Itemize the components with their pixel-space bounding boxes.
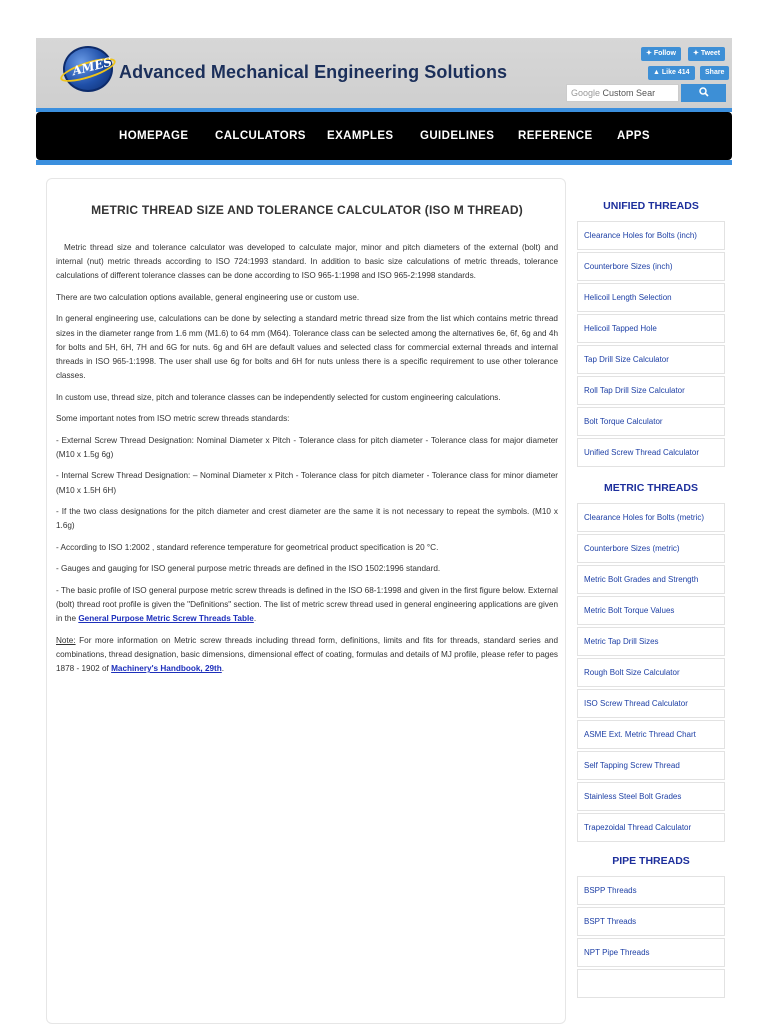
sidebar-item-unified[interactable]: Tap Drill Size Calculator bbox=[577, 345, 725, 374]
note-more-info bbox=[56, 634, 558, 677]
sidebar-item-unified[interactable]: Roll Tap Drill Size Calculator bbox=[577, 376, 725, 405]
paragraph-general-use: In general engineering use, calculations can be done by selecting a standard metric thread size from the list which contains metric thread sizes in the diameter range from 1.6 mm (M1.6) to 64 mm (M64). Tolerance class can be selected among the alternatives 6e, 6f, 6g and 4h for bolts and 5H, 6H, 7H and 6G for nuts. 6g and 6H are default values and selected class for commercial external threads and internal threads in ISO 965-1:1998. The user shall use 6g for bolts and 6H for nuts unless there is a specific requirement to use other tolerance classes. bbox=[56, 314, 558, 381]
sidebar-item-metric[interactable]: Rough Bolt Size Calculator bbox=[577, 658, 725, 687]
search-placeholder: Custom Sear bbox=[602, 88, 656, 98]
note-basic-profile bbox=[56, 584, 558, 627]
logo-text: AMES bbox=[70, 54, 114, 79]
ames-logo[interactable] bbox=[63, 46, 113, 92]
nav-calculators[interactable]: CALCULATORS bbox=[215, 130, 306, 142]
note-more-info-text: For more information on Metric screw threads including thread form, definitions, limits and fits for threads, standard series and combinations, thread designation, basic dimensions, dimensional effect of coating, formulas and details of MJ profile, please refer to pages 1878 - 1902 of bbox=[56, 635, 558, 674]
sidebar-item-unified[interactable]: Helicoil Tapped Hole bbox=[577, 314, 725, 343]
page-title: METRIC THREAD SIZE AND TOLERANCE CALCULATOR (ISO M THREAD) bbox=[91, 203, 523, 217]
nav-guidelines[interactable]: GUIDELINES bbox=[420, 130, 495, 142]
note-basic-profile-end: . bbox=[253, 614, 257, 624]
note-label: Note: bbox=[56, 635, 76, 645]
like-label: Like 414 bbox=[661, 69, 690, 76]
search-icon bbox=[699, 87, 709, 97]
site-header bbox=[36, 38, 732, 108]
sidebar-item-metric[interactable]: Clearance Holes for Bolts (metric) bbox=[577, 503, 725, 532]
note-class-designation: - If the two class designations for the pitch diameter and crest diameter are the same it is not necessary to repeat the symbols. (M10 x 1.6g) bbox=[56, 507, 558, 531]
paragraph-custom-use: In custom use, thread size, pitch and tolerance classes can be independently selected for custom engineering calculations. bbox=[56, 392, 501, 402]
metric-threads-heading: METRIC THREADS bbox=[604, 482, 698, 494]
nav-accent-bottom bbox=[36, 160, 732, 165]
twitter-bird-icon: ✦ bbox=[693, 50, 701, 57]
main-content bbox=[46, 178, 566, 1024]
share-label: Share bbox=[705, 69, 725, 76]
sidebar-item-metric[interactable]: Trapezoidal Thread Calculator bbox=[577, 813, 725, 842]
sidebar-item-unified[interactable]: Helicoil Length Selection bbox=[577, 283, 725, 312]
facebook-share-button[interactable] bbox=[700, 66, 729, 80]
thumbs-up-icon: ▲ bbox=[653, 69, 662, 76]
sidebar-item-unified[interactable]: Clearance Holes for Bolts (inch) bbox=[577, 221, 725, 250]
google-brand: Google bbox=[571, 88, 601, 98]
sidebar-item-pipe-empty[interactable] bbox=[577, 969, 725, 998]
nav-apps[interactable]: APPS bbox=[617, 130, 650, 142]
follow-label: Follow bbox=[653, 50, 676, 57]
sidebar-item-unified[interactable]: Unified Screw Thread Calculator bbox=[577, 438, 725, 467]
pipe-threads-heading: PIPE THREADS bbox=[612, 855, 690, 867]
note-more-info-end: . bbox=[221, 664, 225, 674]
nav-examples[interactable]: EXAMPLES bbox=[327, 130, 394, 142]
sidebar-item-metric[interactable]: Counterbore Sizes (metric) bbox=[577, 534, 725, 563]
paragraph-intro: Metric thread size and tolerance calculator was developed to calculate major, minor and pitch diameters of the external (bolt) and internal (nut) metric threads according to ISO 724:1993 standard. In addition to basic size calculations of metric threads, tolerance calculations of different tolerance classes can be done according to ISO 965-1:1998 and ISO 965-2:1998 standards. bbox=[56, 243, 558, 281]
sidebar-item-metric[interactable]: Stainless Steel Bolt Grades bbox=[577, 782, 725, 811]
nav-reference[interactable]: REFERENCE bbox=[518, 130, 593, 142]
search-input[interactable] bbox=[566, 84, 679, 102]
metric-threads-table-link[interactable]: General Purpose Metric Screw Threads Table bbox=[78, 614, 254, 624]
tweet-label: Tweet bbox=[700, 50, 721, 57]
sidebar-item-unified[interactable]: Bolt Torque Calculator bbox=[577, 407, 725, 436]
twitter-follow-button[interactable] bbox=[641, 47, 681, 61]
facebook-like-button[interactable] bbox=[648, 66, 695, 80]
article-body bbox=[56, 241, 558, 684]
unified-threads-heading: UNIFIED THREADS bbox=[603, 200, 699, 212]
page-frame bbox=[36, 38, 732, 1024]
sidebar-item-metric[interactable]: ASME Ext. Metric Thread Chart bbox=[577, 720, 725, 749]
sidebar-item-metric[interactable]: Metric Bolt Torque Values bbox=[577, 596, 725, 625]
sidebar-item-pipe[interactable]: NPT Pipe Threads bbox=[577, 938, 725, 967]
note-basic-profile-text: - The basic profile of ISO general purpose metric screw threads is defined in the ISO 68-1:1998 and given in the first figure below. External (bolt) thread root profile is given the "Definitions" section. The list of metric screw thread used in general engineering applications are given in the bbox=[56, 585, 558, 624]
main-nav bbox=[36, 112, 732, 160]
sidebar-item-unified[interactable]: Counterbore Sizes (inch) bbox=[577, 252, 725, 281]
twitter-bird-icon: ✦ bbox=[646, 50, 654, 57]
sidebar-item-metric[interactable]: Metric Tap Drill Sizes bbox=[577, 627, 725, 656]
tweet-button[interactable] bbox=[688, 47, 725, 61]
sidebar-item-metric[interactable]: ISO Screw Thread Calculator bbox=[577, 689, 725, 718]
site-title[interactable]: Advanced Mechanical Engineering Solutions bbox=[119, 62, 508, 82]
sidebar-item-metric[interactable]: Self Tapping Screw Thread bbox=[577, 751, 725, 780]
machinerys-handbook-link[interactable]: Machinery's Handbook, 29th bbox=[111, 664, 222, 674]
sidebar-item-pipe[interactable]: BSPT Threads bbox=[577, 907, 725, 936]
paragraph-options: There are two calculation options available, general engineering use or custom use. bbox=[56, 292, 360, 302]
nav-homepage[interactable]: HOMEPAGE bbox=[119, 130, 189, 142]
paragraph-notes-intro: Some important notes from ISO metric screw threads standards: bbox=[56, 414, 290, 424]
sidebar-item-metric[interactable]: Metric Bolt Grades and Strength bbox=[577, 565, 725, 594]
note-internal-designation: - Internal Screw Thread Designation: – Nominal Diameter x Pitch - Tolerance class for pitch diameter - Tolerance class for minor diameter (M10 x 1.5H 6H) bbox=[56, 471, 558, 495]
sidebar-item-pipe[interactable]: BSPP Threads bbox=[577, 876, 725, 905]
note-external-designation: - External Screw Thread Designation: Nominal Diameter x Pitch - Tolerance class for pitch diameter - Tolerance class for major diameter (M10 x 1.5g 6g) bbox=[56, 435, 558, 459]
search-button[interactable] bbox=[681, 84, 726, 102]
note-gauging: - Gauges and gauging for ISO general purpose metric threads are defined in the ISO 1502:1996 standard. bbox=[56, 564, 441, 574]
note-reference-temperature: - According to ISO 1:2002 , standard reference temperature for geometrical product specification is 20 °C. bbox=[56, 542, 439, 552]
